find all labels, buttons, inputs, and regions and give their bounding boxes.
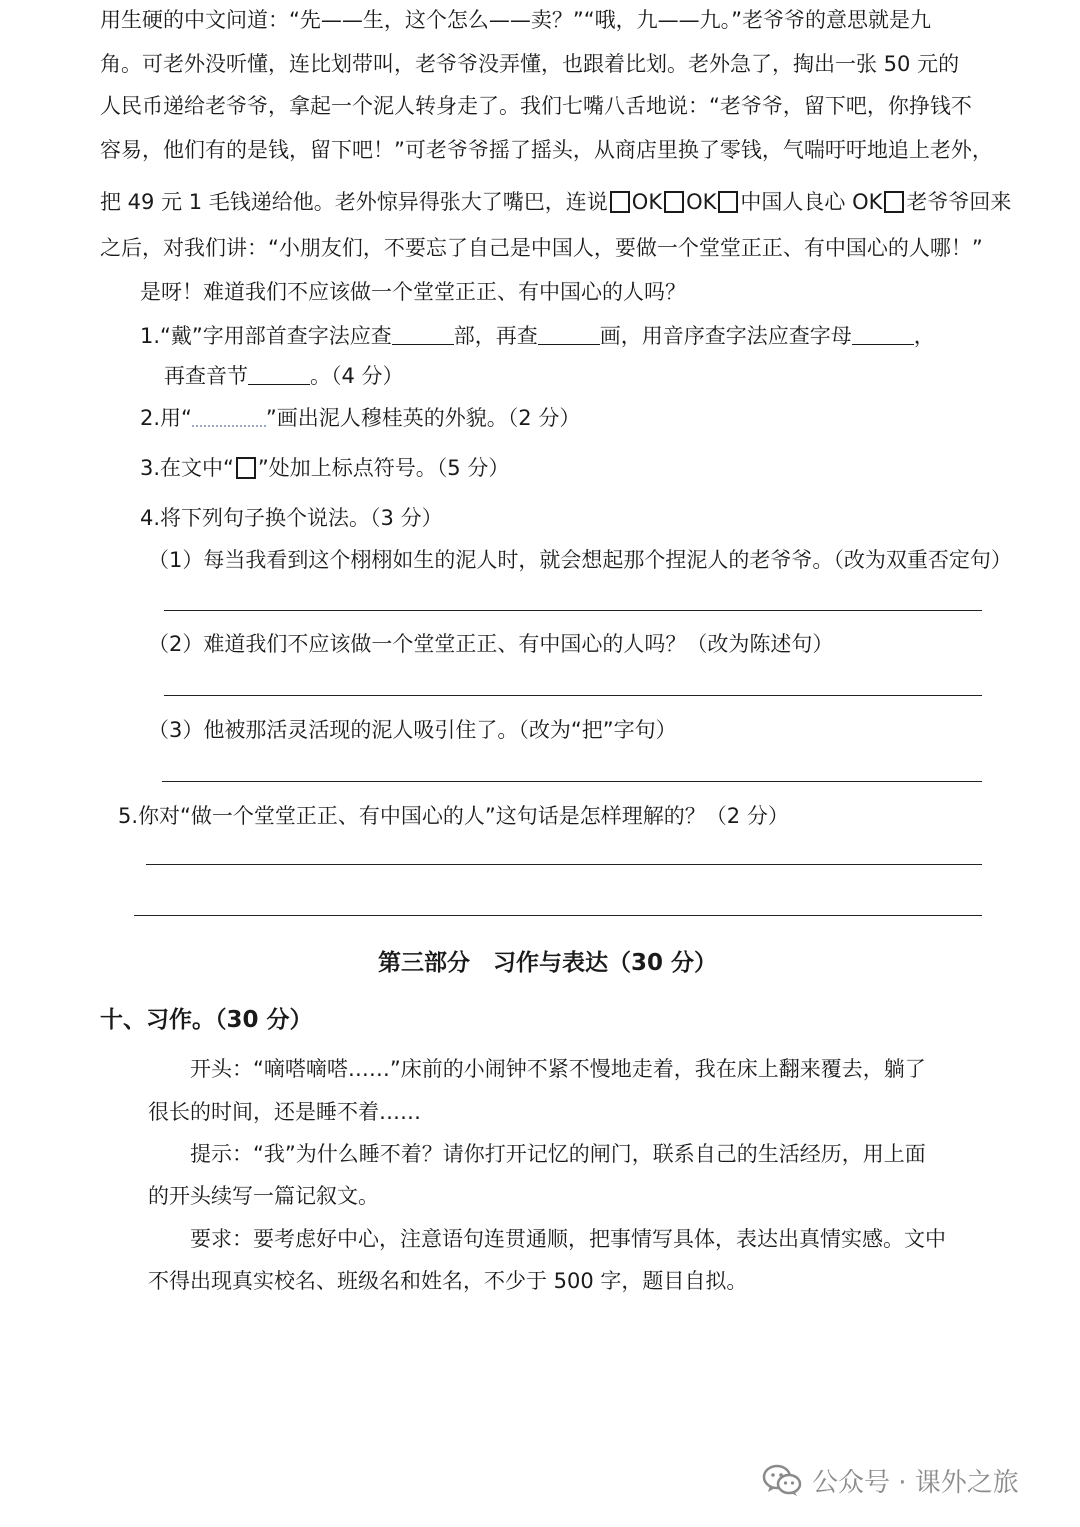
passage-line: 之后，对我们讲：“小朋友们，不要忘了自己是中国人，要做一个堂堂正正、有中国心的人哪！” xyxy=(100,236,983,260)
question-5: 5.你对“做一个堂堂正正、有中国心的人”这句话是怎样理解的？（2 分） xyxy=(118,804,789,828)
answer-line xyxy=(164,610,982,611)
question-4-item-2: （2）难道我们不应该做一个堂堂正正、有中国心的人吗？（改为陈述句） xyxy=(148,632,834,656)
question-text: 部，再查 xyxy=(453,324,538,348)
essay-prompt-line: 不得出现真实校名、班级名和姓名，不少于 500 字，题目自拟。 xyxy=(148,1269,748,1293)
question-text: 画，用音序查字法应查字母 xyxy=(599,324,852,348)
question-text: 再查音节 xyxy=(164,364,248,388)
answer-line xyxy=(164,695,982,696)
question-text: 1.“戴”字用部首查字法应查 xyxy=(140,324,392,348)
part-three-title: 第三部分 习作与表达（30 分） xyxy=(378,950,718,976)
punctuation-box xyxy=(610,191,630,213)
answer-line xyxy=(146,864,982,865)
essay-prompt-line: 的开头续写一篇记叙文。 xyxy=(148,1184,379,1208)
question-1-cont xyxy=(164,362,404,390)
wavy-line-sample xyxy=(192,407,266,427)
answer-blank xyxy=(392,324,454,345)
punctuation-box xyxy=(236,457,256,479)
punctuation-box xyxy=(884,191,904,213)
punctuation-box xyxy=(718,191,738,213)
passage-line: 是呀！难道我们不应该做一个堂堂正正、有中国心的人吗？ xyxy=(140,280,686,304)
passage-text: OK xyxy=(631,190,663,214)
question-4-item-1: （1）每当我看到这个栩栩如生的泥人时，就会想起那个捏泥人的老爷爷。（改为双重否定句） xyxy=(148,548,1012,572)
answer-line xyxy=(134,915,982,916)
essay-prompt-line: 开头：“嘀嗒嘀嗒……”床前的小闹钟不紧不慢地走着，我在床上翻来覆去，躺了 xyxy=(190,1057,926,1081)
answer-blank xyxy=(852,324,914,345)
essay-prompt-line: 很长的时间，还是睡不着…… xyxy=(148,1100,421,1124)
question-text: 2.用“ xyxy=(140,406,192,430)
essay-prompt-line: 要求：要考虑好中心，注意语句连贯通顺，把事情写具体，表达出真情实感。文中 xyxy=(190,1227,946,1251)
question-text: 。（4 分） xyxy=(310,364,404,388)
section-ten-title: 十、习作。（30 分） xyxy=(100,1007,313,1033)
question-text: ”画出泥人穆桂英的外貌。（2 分） xyxy=(265,406,581,430)
answer-blank xyxy=(248,364,310,385)
watermark xyxy=(762,1462,1019,1499)
answer-blank xyxy=(538,324,600,345)
passage-line: 角。可老外没听懂，连比划带叫，老爷爷没弄懂，也跟着比划。老外急了，掏出一张 50 元的 xyxy=(100,52,960,76)
passage-text: OK xyxy=(686,190,717,214)
answer-line xyxy=(162,781,982,782)
passage-text: 中国人良心 OK xyxy=(740,190,883,214)
question-text: ”处加上标点符号。（5 分） xyxy=(257,456,510,480)
question-text: 3.在文中“ xyxy=(140,456,234,480)
question-4-item-3: （3）他被那活灵活现的泥人吸引住了。（改为“把”字句） xyxy=(148,718,677,742)
question-1 xyxy=(140,322,935,350)
punctuation-box xyxy=(664,191,684,213)
passage-line: 人民币递给老爷爷，拿起一个泥人转身走了。我们七嘴八舌地说：“老爷爷，留下吧，你挣钱不 xyxy=(100,94,972,118)
question-4: 4.将下列句子换个说法。（3 分） xyxy=(140,506,443,530)
passage-text: 老爷爷回来 xyxy=(906,190,1012,214)
question-2 xyxy=(140,404,580,432)
passage-line: 用生硬的中文问道：“先——生，这个怎么——卖？”“哦，九——九。”老爷爷的意思就是九 xyxy=(100,8,932,32)
essay-prompt-line: 提示：“我”为什么睡不着？请你打开记忆的闸门，联系自己的生活经历，用上面 xyxy=(190,1142,926,1166)
wechat-icon xyxy=(762,1463,802,1499)
passage-text: 把 49 元 1 毛钱递给他。老外惊异得张大了嘴巴，连说 xyxy=(100,190,608,214)
question-text: ， xyxy=(913,324,935,348)
watermark-text: 公众号 · 课外之旅 xyxy=(812,1468,1019,1498)
passage-line xyxy=(100,188,1011,216)
question-3 xyxy=(140,454,509,482)
passage-line: 容易，他们有的是钱，留下吧！”可老爷爷摇了摇头，从商店里换了零钱，气喘吁吁地追上老外， xyxy=(100,138,993,162)
